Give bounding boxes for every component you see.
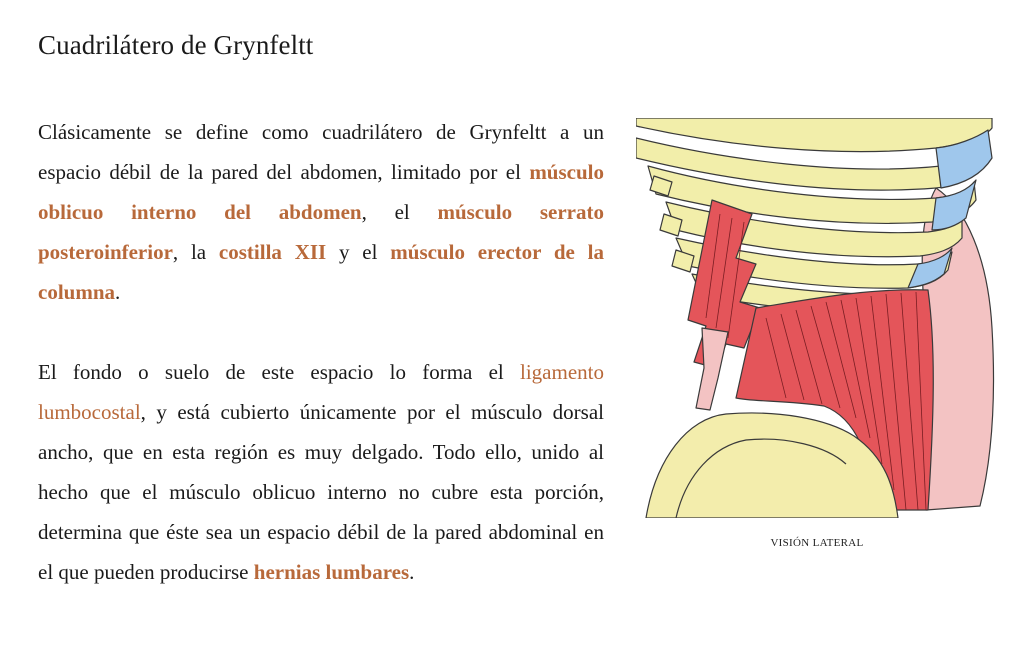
text-span: . (409, 560, 415, 584)
lateral-view-drawing (636, 118, 998, 518)
anatomy-illustration (636, 118, 998, 518)
text-span: , el (361, 200, 438, 224)
page-title: Cuadrilátero de Grynfeltt (38, 30, 314, 60)
text-span: Clásicamente se define como cuadrilátero de Grynfeltt a un espacio débil de la pared del abdomen, limitado por el (38, 120, 604, 184)
text-span: , la (172, 240, 219, 264)
article-body (38, 112, 604, 632)
text-span: , y está cubierto únicamente por el músculo dorsal ancho, que en esta región es muy delgado. Todo ello, unido al hecho que el músculo oblicuo interno no cubre esta porción, determina que éste sea un espacio débil de la pared abdominal en el que pueden producirse (38, 400, 604, 584)
link-musculo-erector-columna[interactable]: músculo erector de la columna (38, 240, 605, 304)
link-ligamento-lumbocostal[interactable]: ligamento lumbocostal (38, 360, 604, 424)
link-hernias-lumbares[interactable]: hernias lumbares (253, 560, 410, 584)
link-musculo-serrato-posteroinferior[interactable]: músculo serrato posteroinferior (38, 200, 604, 264)
text-span: y el (326, 240, 391, 264)
rib-1 (636, 118, 992, 152)
paragraph-1 (38, 112, 604, 312)
text-span: . (115, 280, 121, 304)
paragraph-2 (38, 352, 604, 592)
figure-caption: VISIÓN LATERAL (770, 537, 864, 549)
link-costilla-xii[interactable]: costilla XII (218, 240, 327, 264)
link-musculo-oblicuo-interno[interactable]: músculo oblicuo interno del abdomen (38, 160, 604, 224)
text-span: El fondo o suelo de este espacio lo forma el (38, 360, 521, 384)
